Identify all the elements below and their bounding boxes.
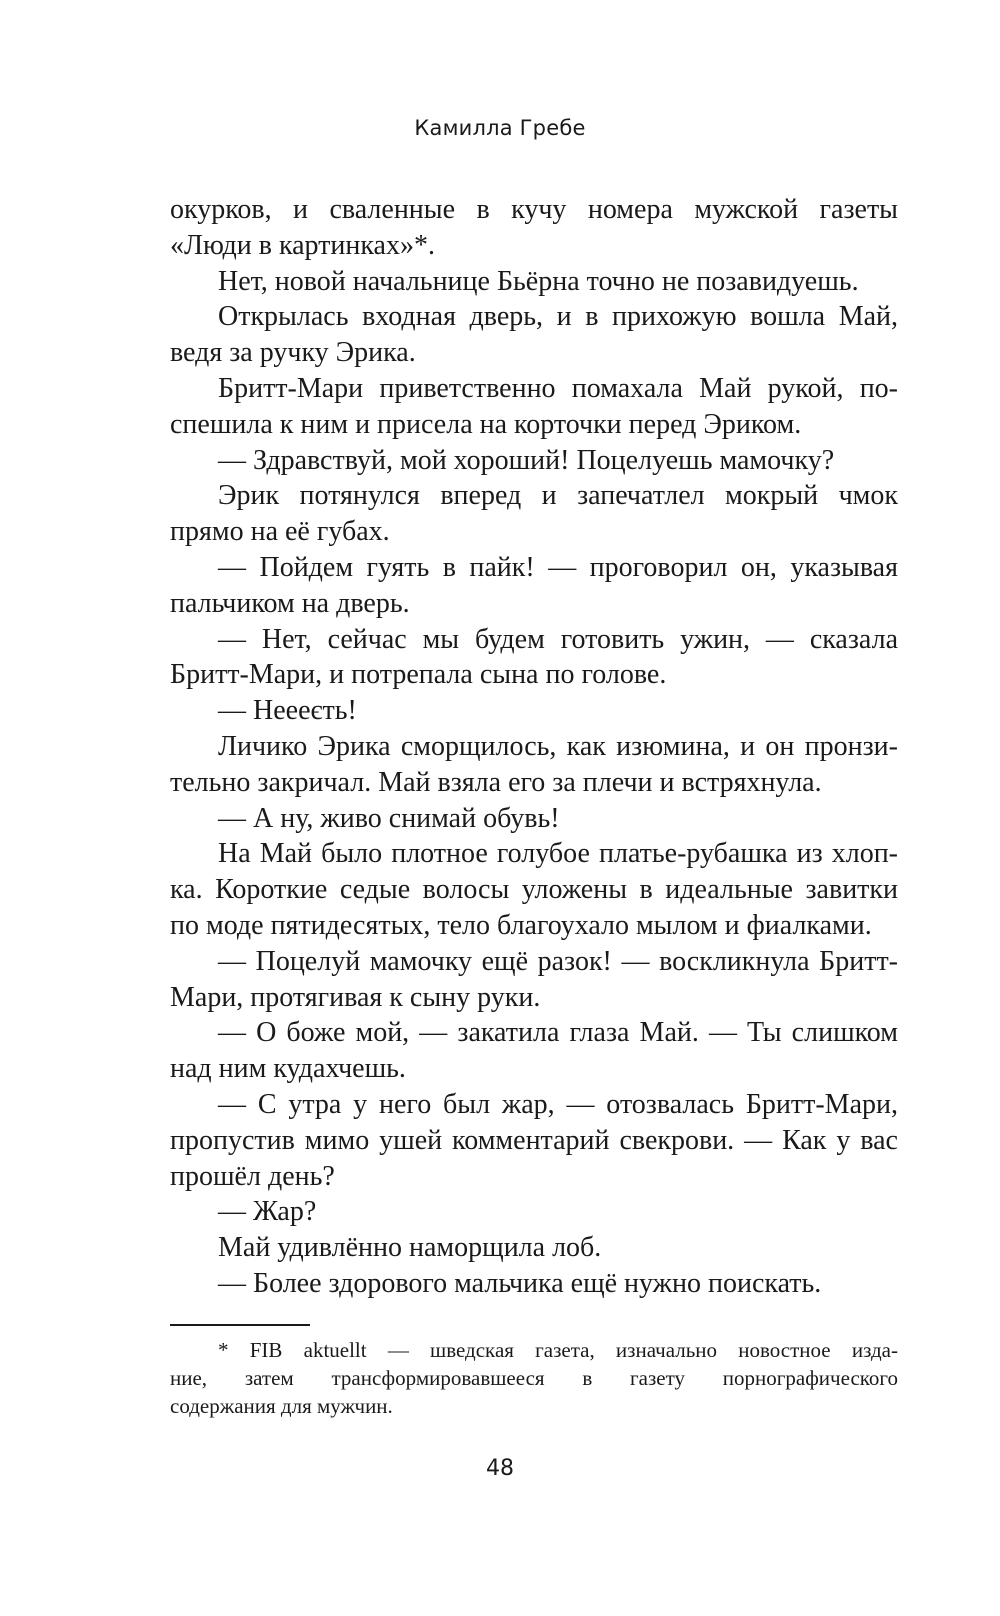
text-line: Бритт-Мари, и потрепала сына по голове.: [170, 659, 667, 691]
text-line: «Люди в картинках»*.: [170, 229, 435, 261]
text-line: Нет, новой начальнице Бьёрна точно не позавидуешь.: [218, 265, 859, 297]
text-line: — С утра у него был жар, — отозвалась Бритт-Мари,: [218, 1088, 898, 1120]
text-line: прямо на её губах.: [170, 516, 390, 548]
text-line: Эрик потянулся вперед и запечатлел мокрый чмок: [218, 480, 898, 512]
text-line: ка. Короткие седые волосы уложены в идеальные завитки: [170, 874, 898, 906]
text-line: спешила к ним и присела на корточки перед Эриком.: [170, 408, 802, 440]
text-line: — О боже мой, — закатила глаза Май. — Ты слишком: [218, 1017, 898, 1049]
text-line: окурков, и сваленные в кучу номера мужской газеты: [170, 194, 898, 225]
page-number: 48: [486, 1456, 514, 1481]
text-line: — Здравствуй, мой хороший! Поцелуешь мамочку?: [218, 444, 835, 476]
text-line: тельно закричал. Май взяла его за плечи и встряхнула.: [170, 766, 822, 798]
text-line: — А ну, живо снимай обувь!: [218, 802, 560, 834]
text-line: — Поцелуй мамочку ещё разок! — воскликнула Бритт-: [218, 945, 898, 977]
text-line: Открылась входная дверь, и в прихожую вошла Май,: [218, 301, 898, 333]
text-line: — Жар?: [218, 1196, 317, 1228]
text-line: На Май было плотное голубое платье-рубашка из хлоп-: [218, 838, 898, 870]
text-line: пропустив мимо ушей комментарий свекрови. — Как у вас: [170, 1124, 898, 1156]
text-line: пальчиком на дверь.: [170, 587, 410, 619]
footnote-line: ние, затем трансформировавшееся в газету порнографического: [170, 1366, 898, 1390]
text-line: — Нет, сейчас мы будем готовить ужин, — сказала: [218, 623, 898, 655]
text-line: Бритт-Мари приветственно помахала Май рукой, по-: [218, 372, 898, 404]
body-text: [170, 192, 898, 1302]
text-line: прошёл день?: [170, 1160, 335, 1192]
text-line: — Пойдем гуять в пайк! — проговорил он, указывая: [218, 551, 898, 583]
footnote-divider: [170, 1324, 310, 1326]
text-line: по моде пятидесятых, тело благоухало мылом и фиалками.: [170, 909, 872, 941]
text-line: Май удивлённо наморщила лоб.: [218, 1232, 602, 1264]
footnote-line: * FIB aktuellt — шведская газета, изначально новостное изда-: [218, 1338, 898, 1362]
text-line: ведя за ручку Эрика.: [170, 337, 416, 369]
footnote: [170, 1336, 898, 1420]
text-line: Личико Эрика сморщилось, как изюмина, и он пронзи-: [218, 730, 898, 762]
text-line: — Неееєть!: [218, 695, 357, 727]
running-head-author: Камилла Гребе: [414, 116, 586, 140]
text-line: — Более здорового мальчика ещё нужно поискать.: [218, 1267, 822, 1299]
text-line: над ним кудахчешь.: [170, 1053, 406, 1085]
text-line: Мари, протягивая к сыну руки.: [170, 981, 541, 1013]
footnote-line: содержания для мужчин.: [170, 1394, 393, 1418]
